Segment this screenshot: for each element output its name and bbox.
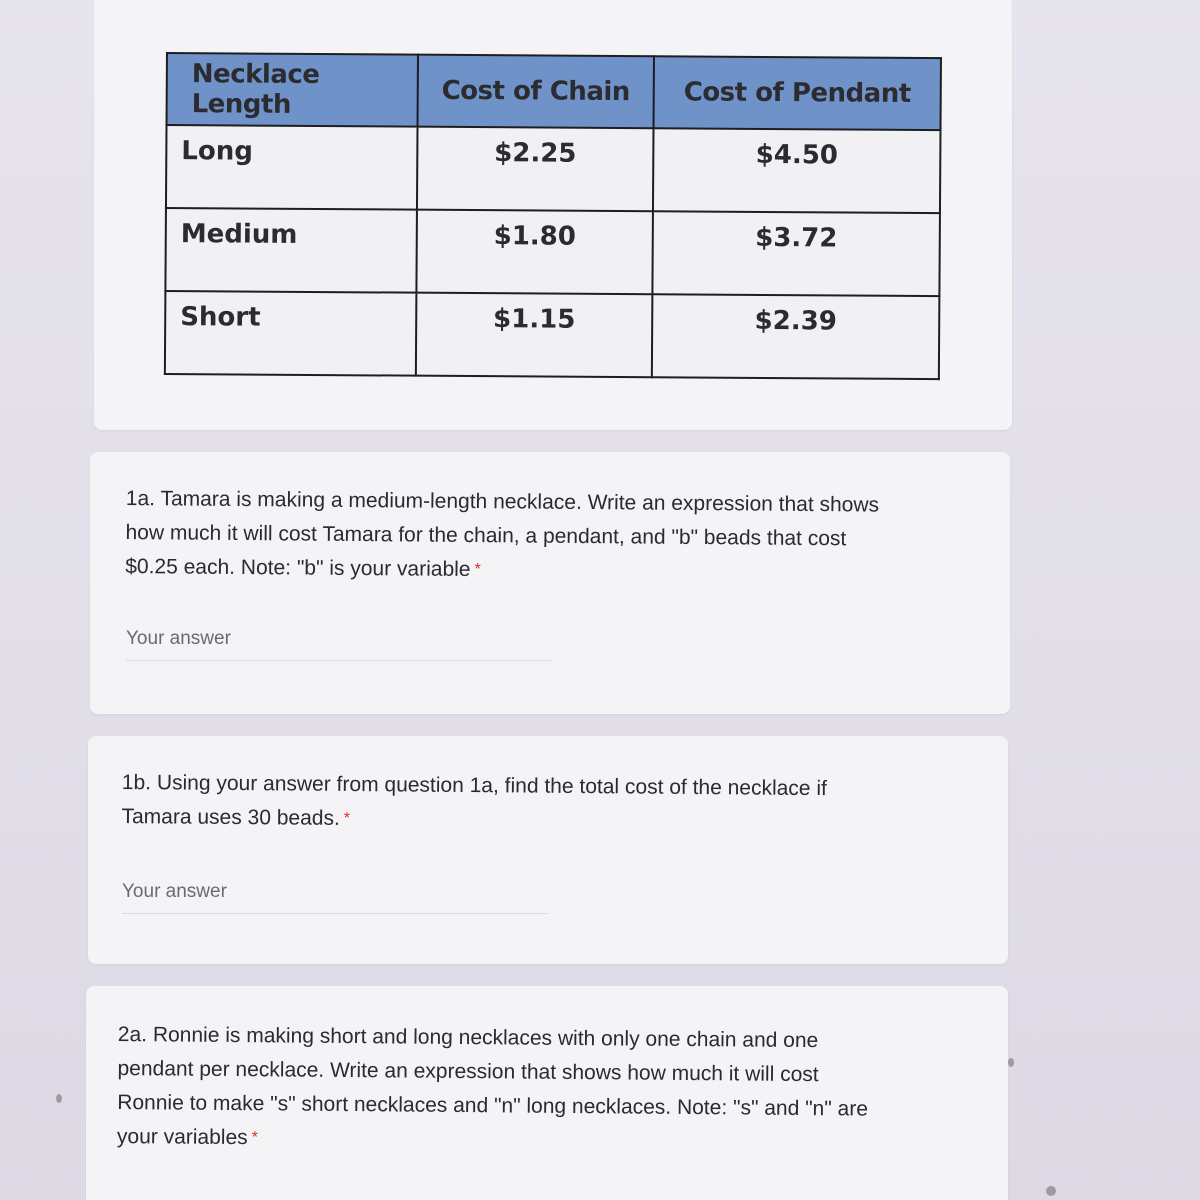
question-line: how much it will cost Tamara for the chain, a pendant, and "b" beads that cost	[125, 520, 847, 551]
answer-input-1b[interactable]	[122, 881, 548, 914]
table-row	[166, 125, 941, 213]
question-1b-text	[121, 766, 827, 840]
length-cell: Long	[166, 125, 418, 210]
question-line: your variables	[116, 1124, 248, 1150]
table-row	[165, 208, 940, 296]
required-asterisk: *	[474, 561, 481, 579]
header-cost-of-pendant: Cost of Pendant	[654, 56, 941, 130]
required-asterisk: *	[251, 1129, 259, 1147]
question-line: 1a. Tamara is making a medium-length necklace. Write an expression that shows	[125, 486, 880, 517]
necklace-price-table	[164, 52, 942, 380]
screen-speck	[56, 1094, 62, 1103]
answer-input-1a[interactable]	[126, 628, 552, 661]
question-line: Tamara uses 30 beads.	[121, 804, 340, 830]
chain-cost-cell: $1.80	[416, 210, 653, 295]
question-line: 1b. Using your answer from question 1a, find the total cost of the necklace if	[121, 770, 827, 801]
pendant-cost-cell: $3.72	[652, 211, 940, 296]
question-line: 2a. Ronnie is making short and long necklaces with only one chain and one	[117, 1022, 819, 1053]
question-2a-text	[117, 1018, 869, 1161]
required-asterisk: *	[343, 809, 351, 827]
question-1a-text	[125, 482, 879, 591]
header-necklace-length: Necklace Length	[167, 53, 418, 127]
table-header-row	[167, 53, 941, 130]
question-line: Ronnie to make "s" short necklaces and "n" long necklaces. Note: "s" and "n" are	[117, 1090, 869, 1121]
table-row	[165, 291, 940, 379]
question-line: pendant per necklace. Write an expression that shows how much it will cost	[117, 1056, 819, 1087]
screen-speck	[1046, 1186, 1056, 1196]
pendant-cost-cell: $4.50	[653, 128, 941, 213]
pendant-cost-cell: $2.39	[652, 294, 940, 379]
header-cost-of-chain: Cost of Chain	[418, 55, 654, 129]
question-line: $0.25 each. Note: "b" is your variable	[125, 554, 471, 582]
chain-cost-cell: $2.25	[417, 127, 654, 212]
screen-speck	[1008, 1058, 1014, 1067]
length-cell: Medium	[165, 208, 417, 293]
length-cell: Short	[165, 291, 417, 376]
chain-cost-cell: $1.15	[416, 293, 653, 378]
